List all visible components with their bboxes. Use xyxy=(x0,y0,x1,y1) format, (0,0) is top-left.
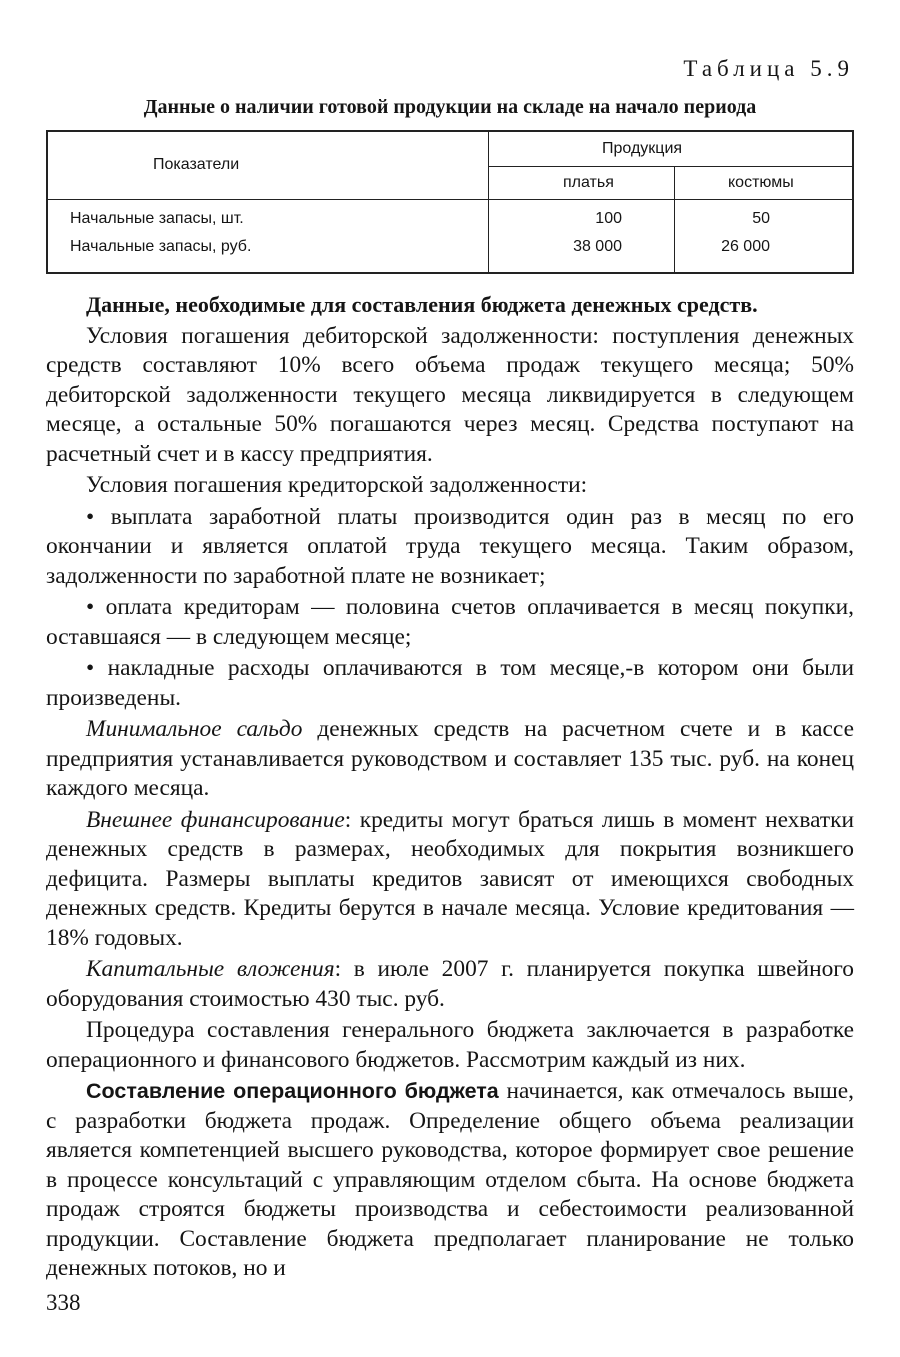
minimum-balance-paragraph xyxy=(46,715,854,804)
table-rule-header xyxy=(48,199,852,200)
capital-investment-text: : в июле 2007 г. планируется покупка швейного оборудования стоимостью 430 тыс. руб. xyxy=(46,956,854,1012)
payables-item-creditors: • оплата кредиторам — половина счетов оплачивается в месяц покупки, оставшаяся — в следующем месяце; xyxy=(46,594,854,650)
header-col-suits: костюмы xyxy=(728,174,794,191)
payables-intro: Условия погашения кредиторской задолженности: xyxy=(86,472,588,498)
inventory-table xyxy=(46,130,854,274)
row-rubles-dresses: 38 000 xyxy=(573,238,622,255)
page-number: 338 xyxy=(46,1290,81,1315)
table-label: Таблица 5.9 xyxy=(683,56,854,81)
header-indicator: Показатели xyxy=(153,156,240,173)
header-products: Продукция xyxy=(602,140,683,157)
operating-budget-paragraph xyxy=(46,1077,854,1284)
table-divider-products xyxy=(674,166,675,272)
row-label-units: Начальные запасы, шт. xyxy=(70,210,244,227)
external-financing-paragraph xyxy=(46,806,854,954)
body-text xyxy=(46,290,854,1284)
external-financing-term: Внешнее финансирование xyxy=(86,806,345,833)
row-units-dresses: 100 xyxy=(595,210,622,227)
minimum-balance-term: Минимальное сальдо xyxy=(86,716,303,742)
payables-item-overhead: • накладные расходы оплачиваются в том месяце,-в котором они были произведены. xyxy=(46,655,854,711)
table-title: Данные о наличии готовой продукции на складе на начало периода xyxy=(143,96,757,118)
header-col-dresses: платья xyxy=(563,174,614,191)
operating-budget-term: Составление операционного бюджета xyxy=(86,1079,499,1103)
row-label-rubles: Начальные запасы, руб. xyxy=(70,238,252,255)
receivables-paragraph: Условия погашения дебиторской задолженности: поступления денежных средств составляют 10% всего объема продаж текущего месяца; 50% дебиторской задолженности текущего месяца ликвидируется в следующем месяце, а остальные 50% погашаются через месяц. Средства поступают на расчетный счет и в кассу предприятия. xyxy=(46,322,854,467)
table-rule-group xyxy=(488,166,852,167)
row-units-suits: 50 xyxy=(752,210,770,227)
payables-item-wages: • выплата заработной платы производится один раз в месяц по его окончании и является оплатой труда текущего месяца. Таким образом, задолженности по заработной плате не возникает; xyxy=(46,503,854,589)
master-budget-paragraph: Процедура составления генерального бюджета заключается в разработке операционного и финансового бюджетов. Рассмотрим каждый из них. xyxy=(46,1017,854,1073)
minimum-balance-text: денежных средств на расчетном счете и в кассе предприятия устанавливается руководством и составляет 135 тыс. руб. на конец каждого месяца. xyxy=(46,716,854,801)
table-divider-indicator xyxy=(488,132,489,272)
capital-investment-term: Капитальные вложения xyxy=(86,956,335,982)
cash-budget-heading: Данные, необходимые для составления бюджета денежных средств. xyxy=(86,292,758,317)
row-rubles-suits: 26 000 xyxy=(721,238,770,255)
capital-investment-paragraph xyxy=(46,955,854,1014)
operating-budget-text: начинается, как отмечалось выше, с разработки бюджета продаж. Определение общего объема реализации является компетенцией высшего руководства, которое формирует свое решение в процессе консультаций с управляющим отделом сбыта. На основе бюджета продаж строятся бюджеты производства и себестоимости реализованной продукции. Составление бюджета предполагает планирование не только денежных потоков, но и xyxy=(46,1078,854,1281)
external-financing-text: : кредиты могут браться лишь в момент нехватки денежных средств в размерах, необходимых для покрытия возникшего дефицита. Размеры выплаты кредитов зависят от имеющихся свободных денежных средств. Кредиты берутся в начале месяца. Условие кредитования — 18% годовых. xyxy=(46,806,854,951)
